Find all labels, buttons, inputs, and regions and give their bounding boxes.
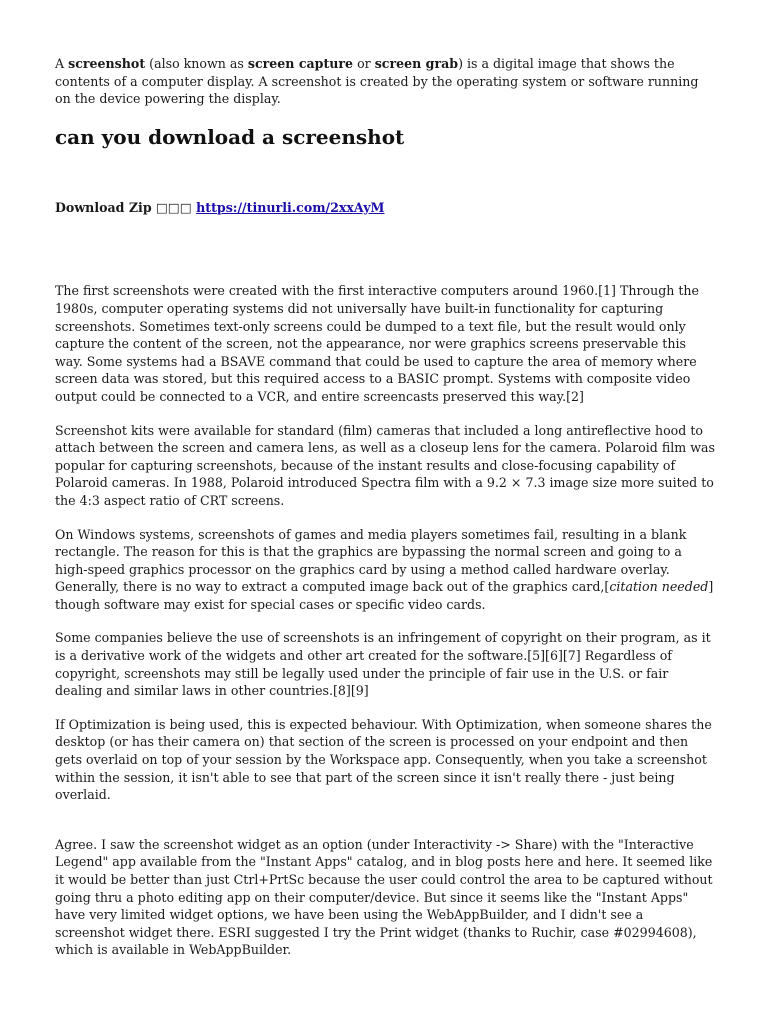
body-paragraph-history: The first screenshots were created with the first interactive computers around 1960.[1] Through the 1980s, computer operating systems did not universally have built-in functionality for capturing screenshots. Sometimes text-only screens could be dumped to a text file, but the result would only capture the content of the screen, not the appearance, nor were graphics screens preservable this way. Some systems had a BSAVE command that could be used to capture the area of memory where screen data was stored, but this required access to a BASIC prompt. Systems with composite video output could be connected to a VCR, and entire screencasts preserved this way.[2] — [55, 283, 699, 404]
document-page — [55, 55, 715, 975]
page-title: can you download a screenshot — [55, 124, 405, 149]
intro-text: A — [55, 56, 69, 71]
intro-bold-term: screen capture — [247, 56, 354, 71]
intro-text: or — [353, 56, 375, 71]
windows-text: ] though software may exist for special cases or specific video cards. — [55, 579, 714, 612]
intro-text: (also known as — [145, 56, 248, 71]
citation-needed: citation needed — [609, 579, 709, 595]
body-paragraph-windows — [55, 526, 715, 614]
intro-bold-term: screenshot — [68, 56, 146, 71]
body-paragraph-agree: Agree. I saw the screenshot widget as an option (under Interactivity -> Share) with the "Interactive Legend" app available from the "Instant Apps" catalog, and in blog posts here and here. It seemed like it would be better than just Ctrl+PrtSc because the user could control the area to be captured without going thru a photo editing app on their computer/device. But since it seems like the "Instant Apps" have very limited widget options, we have been using the WebAppBuilder, and I didn't see a screenshot widget there. ESRI suggested I try the Print widget (thanks to Ruchir, case #02994608), which is available in WebAppBuilder. — [55, 836, 713, 958]
download-line — [55, 199, 715, 217]
windows-text: On Windows systems, screenshots of games and media players sometimes fail, resulting in a blank rectangle. The reason for this is that the graphics are bypassing the normal screen and going to a high-speed graphics processor on the graphics card by using a method called hardware overlay. Generally, there is no way to extract a computed image back out of the graphics card,[ — [55, 526, 687, 595]
spacer — [55, 820, 715, 836]
intro-text: ) is a digital image that shows the contents of a computer display. A screenshot is created by the operating system or software running on the device powering the display. — [55, 56, 699, 107]
body-paragraph-copyright: Some companies believe the use of screenshots is an infringement of copyright on their program, as it is a derivative work of the widgets and other art created for the software.[5][6][7] Regardless of copyright, screenshots may still be legally used under the principle of fair use in the U.S. or fair dealing and similar laws in other countries.[8][9] — [55, 630, 711, 699]
download-label: Download Zip — [55, 199, 152, 215]
body-paragraph-optimization: If Optimization is being used, this is expected behaviour. With Optimization, when someone shares the desktop (or has their camera on) that section of the screen is processed on your endpoint and then gets overlaid on top of your session by the Workspace app. Consequently, when you take a screenshot within the session, it isn't able to see that part of the screen since it isn't really there - just being overlaid. — [55, 716, 712, 803]
intro-bold-term: screen grab — [374, 56, 459, 71]
body-paragraph-kits: Screenshot kits were available for standard (film) cameras that included a long antireflective hood to attach between the screen and camera lens, as well as a closeup lens for the camera. Polaroid film was popular for capturing screenshots, because of the instant results and close-focusing capability of Polaroid cameras. In 1988, Polaroid introduced Spectra film with a 9.2 × 7.3 image size more suited to the 4:3 aspect ratio of CRT screens. — [55, 422, 715, 508]
intro-paragraph — [55, 55, 715, 108]
missing-glyph-icons: □□□ — [156, 199, 192, 215]
download-link[interactable]: https://tinurli.com/2xxAyM — [196, 199, 385, 215]
